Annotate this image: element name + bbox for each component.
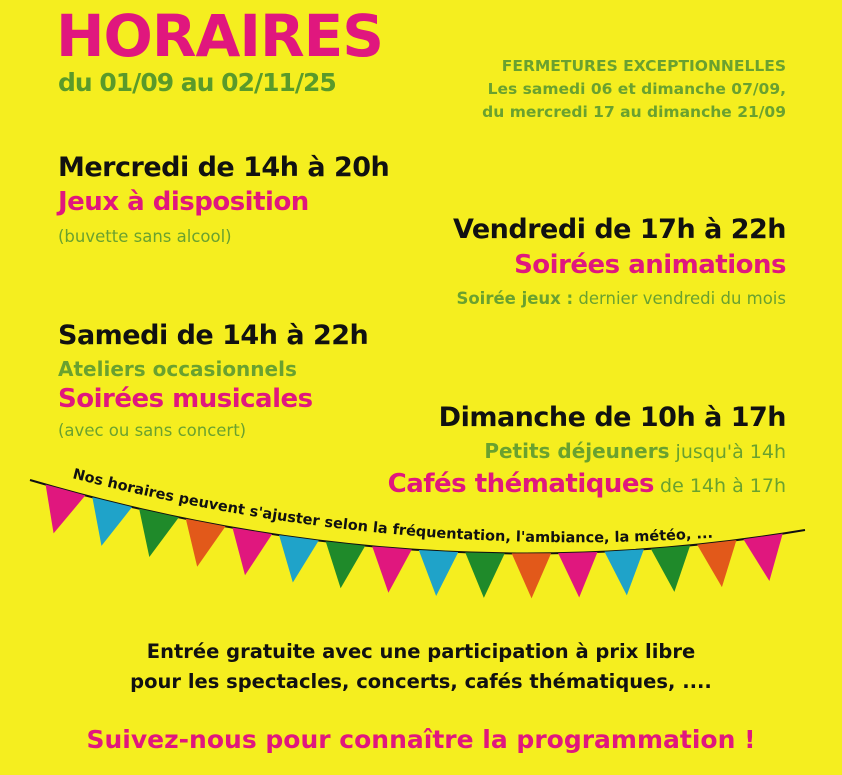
wednesday-hours: Mercredi de 14h à 20h xyxy=(58,152,390,183)
sunday-activity-2: Cafés thématiques xyxy=(387,469,654,499)
wednesday-note: (buvette sans alcool) xyxy=(58,227,232,246)
bunting-flag xyxy=(92,497,132,546)
friday-activity: Soirées animations xyxy=(514,250,786,280)
closures-line-1: Les samedi 06 et dimanche 07/09, xyxy=(487,80,786,98)
friday-note-bold: Soirée jeux : xyxy=(456,289,574,308)
saturday-hours: Samedi de 14h à 22h xyxy=(58,320,369,351)
sunday-activity-2-tail: de 14h à 17h xyxy=(654,475,786,497)
wednesday-activity: Jeux à disposition xyxy=(58,187,309,217)
bunting-flag xyxy=(512,553,551,598)
closures-line-2: du mercredi 17 au dimanche 21/09 xyxy=(482,103,786,121)
banner-text-path: Nos horaires peuvent s'ajuster selon la fréquentation, l'ambiance, la météo, ... xyxy=(71,466,714,547)
banner-text xyxy=(71,466,713,546)
friday-note xyxy=(456,289,786,308)
bunting-flag xyxy=(419,550,459,596)
saturday-activity-2: Soirées musicales xyxy=(58,384,313,414)
bunting-flag xyxy=(604,549,643,595)
friday-note-rest: dernier vendredi du mois xyxy=(573,289,786,308)
friday-hours: Vendredi de 17h à 22h xyxy=(452,214,786,245)
bunting-flag xyxy=(465,552,504,597)
bunting-flag xyxy=(743,534,782,581)
bunting-flag xyxy=(697,540,736,587)
date-range: du 01/09 au 02/11/25 xyxy=(58,68,336,97)
saturday-note: (avec ou sans concert) xyxy=(58,421,247,440)
footer-line-2: pour les spectacles, concerts, cafés thématiques, .... xyxy=(130,670,712,693)
page-title: HORAIRES xyxy=(56,2,384,70)
sunday-activity-1: Petits déjeuners xyxy=(484,439,670,463)
saturday-activity-1: Ateliers occasionnels xyxy=(58,357,297,381)
bunting-flag xyxy=(232,528,272,576)
bunting-flag xyxy=(279,535,319,582)
bunting-flag xyxy=(46,485,86,534)
bunting-flag xyxy=(651,545,690,592)
exceptional-closures xyxy=(482,55,786,124)
bunting-banner xyxy=(0,460,842,640)
footer-line-1: Entrée gratuite avec une participation à prix libre xyxy=(146,640,696,663)
sunday-hours: Dimanche de 10h à 17h xyxy=(438,402,786,433)
bunting-flag xyxy=(326,541,366,588)
bunting-flag xyxy=(558,552,597,598)
bunting-flag xyxy=(186,519,226,567)
follow-us-cta: Suivez-nous pour connaître la programmation ! xyxy=(86,725,756,754)
bunting-flag xyxy=(372,546,412,592)
closures-heading: FERMETURES EXCEPTIONNELLES xyxy=(501,57,786,75)
sunday-activity-1-tail: jusqu'à 14h xyxy=(669,441,786,463)
